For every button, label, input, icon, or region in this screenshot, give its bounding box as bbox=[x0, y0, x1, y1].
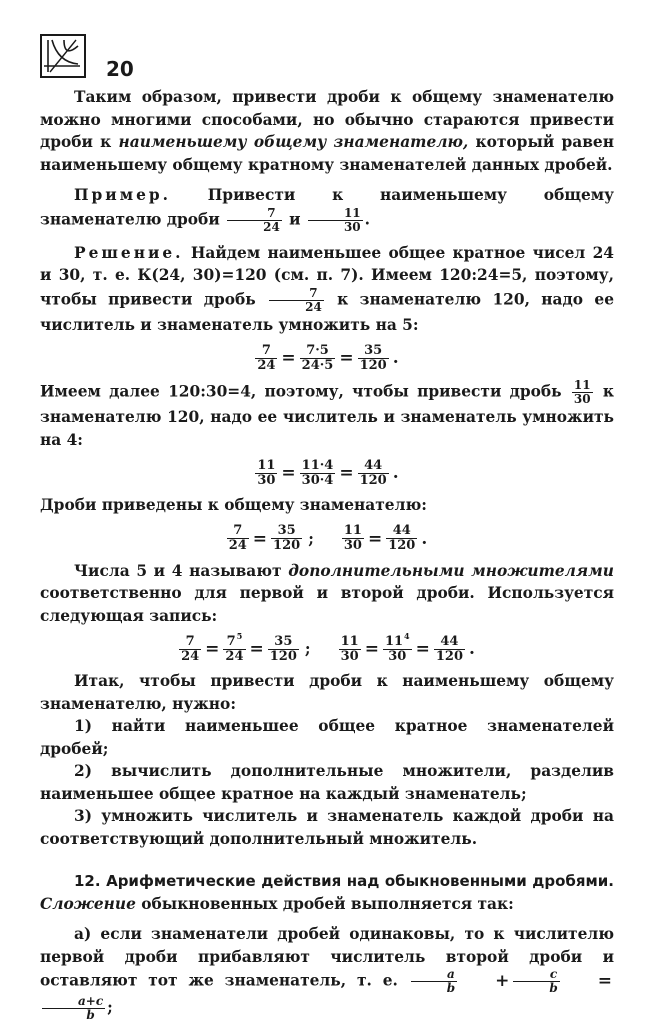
equals-sign: = bbox=[339, 348, 354, 368]
equals-sign: = bbox=[339, 463, 354, 483]
solution-text-1: Найдем наименьшее общее кратное чисел 24 и 30, т. е. К(24, 30)=120 (см. п. 7). Имеем 120:24=5, поэтому, чтобы привести дробь bbox=[40, 243, 614, 308]
semicolon: ; bbox=[308, 529, 314, 548]
example-label: Пример. bbox=[74, 186, 171, 204]
numerator: a bbox=[411, 968, 457, 982]
intro-text-b: который равен наименьшему общему кратному знаменателей данных дробей. bbox=[40, 133, 614, 174]
numerator: 11 bbox=[343, 523, 362, 538]
denominator: 30 bbox=[343, 538, 362, 553]
fraction bbox=[300, 459, 336, 488]
numerator: 35 bbox=[271, 524, 302, 539]
fraction bbox=[179, 635, 201, 664]
denominator: 30 bbox=[340, 648, 359, 664]
next-text-2: к знаменателю 120, надо ее числитель и знаменатель умножить на 4: bbox=[40, 382, 614, 449]
equals-sign: = bbox=[367, 528, 383, 549]
example-text: Привести к наименьшему общему знаменателю дроби bbox=[40, 186, 614, 228]
period: . bbox=[469, 639, 475, 659]
fraction bbox=[358, 459, 389, 488]
fraction bbox=[269, 287, 324, 314]
numerator: 11 bbox=[384, 633, 404, 649]
numerator: 7 bbox=[255, 344, 277, 359]
denominator: 24 bbox=[305, 299, 322, 314]
semicolon: ; bbox=[304, 640, 311, 658]
equation-2 bbox=[40, 457, 614, 488]
denominator: 30·4 bbox=[301, 472, 334, 488]
solution-paragraph bbox=[40, 242, 614, 337]
denominator: 24 bbox=[263, 219, 280, 234]
fraction bbox=[308, 207, 363, 234]
denominator: 120 bbox=[388, 538, 416, 553]
denominator: b bbox=[549, 981, 558, 995]
fraction bbox=[42, 995, 105, 1022]
equals-sign: = bbox=[249, 639, 264, 659]
section-heading bbox=[40, 870, 614, 915]
reduced-paragraph: Дроби приведены к общему знаменателю: bbox=[40, 496, 427, 514]
graph-axes-icon bbox=[40, 34, 86, 78]
solution-text-2: к знаменателю 120, надо ее числитель и знаменатель умножить на 5: bbox=[40, 290, 614, 334]
fraction bbox=[271, 524, 302, 553]
page-content bbox=[40, 86, 614, 1022]
example-end: . bbox=[364, 210, 371, 228]
intro-text-a: Таким образом, привести дроби к общему знаменателю можно многими способами, но обычно стараются привести дроби к bbox=[40, 88, 614, 151]
graph-axes-icon-drawing bbox=[42, 36, 84, 76]
numerator: 44 bbox=[434, 635, 465, 650]
fraction bbox=[339, 635, 361, 664]
example-and: и bbox=[283, 210, 306, 228]
denominator: b bbox=[446, 981, 456, 995]
fraction bbox=[227, 207, 282, 234]
numerator: 7 bbox=[227, 524, 249, 539]
rule-a-text: а) если знаменатели дробей одинаковы, то к числителю первой дроби прибавляют числитель второй дроби и оставляют тот же знаменатель, т. е. bbox=[40, 925, 614, 990]
fraction bbox=[358, 344, 389, 373]
denominator: 30 bbox=[573, 392, 591, 406]
numerator: 11·4 bbox=[301, 457, 334, 473]
fraction bbox=[386, 524, 417, 553]
denominator: 24 bbox=[225, 648, 244, 664]
fraction bbox=[268, 635, 299, 664]
numerator: a+c bbox=[42, 995, 105, 1009]
numerator: 35 bbox=[268, 635, 299, 650]
denominator: 30 bbox=[388, 648, 407, 664]
solution-label: Решение. bbox=[74, 243, 184, 262]
additional-multiplier: 4 bbox=[404, 630, 410, 641]
intro-term: наименьшему общему знаменателю, bbox=[118, 133, 469, 151]
steps-list bbox=[40, 715, 614, 850]
period: . bbox=[392, 463, 399, 483]
summary-paragraph: Итак, чтобы привести дроби к наименьшему общему знаменателю, нужно: bbox=[40, 672, 614, 713]
fraction bbox=[411, 968, 457, 995]
intro-paragraph bbox=[40, 86, 614, 176]
denominator: 120 bbox=[359, 357, 387, 373]
additional-multiplier: 5 bbox=[236, 630, 243, 641]
denominator: 24 bbox=[257, 357, 276, 373]
fraction bbox=[300, 344, 336, 373]
equals-sign: = bbox=[205, 639, 220, 659]
denominator: 120 bbox=[269, 648, 297, 664]
fraction bbox=[572, 379, 593, 406]
equals-sign: = bbox=[281, 348, 296, 368]
numerator: 7 bbox=[227, 207, 282, 221]
rule-a-paragraph bbox=[40, 923, 614, 1022]
numerator: 35 bbox=[358, 344, 389, 359]
numerator: 11 bbox=[308, 207, 363, 221]
section-lead-text: обыкновенных дробей выполняется так: bbox=[135, 894, 514, 913]
numerator: 7·5 bbox=[300, 344, 336, 359]
denominator: 120 bbox=[273, 538, 301, 553]
list-item: 2) вычислить дополнительные множители, разделив наименьшее общее кратное на каждый знаменатель; bbox=[40, 762, 614, 803]
numerator: 44 bbox=[358, 459, 389, 474]
period: . bbox=[421, 528, 428, 549]
numerator: 11 bbox=[573, 378, 591, 392]
numerator: 7 bbox=[226, 633, 236, 649]
list-item: 3) умножить числитель и знаменатель каждой дроби на соответствующий дополнительный множитель. bbox=[40, 807, 614, 848]
multipliers-text-a: Числа 5 и 4 называют bbox=[74, 561, 289, 580]
denominator: 120 bbox=[359, 472, 387, 488]
multipliers-paragraph bbox=[40, 560, 614, 628]
numerator: 7 bbox=[179, 635, 201, 650]
denominator: 120 bbox=[435, 648, 463, 664]
numerator: 44 bbox=[386, 524, 417, 539]
fraction bbox=[223, 630, 245, 664]
fraction bbox=[434, 635, 465, 664]
section-lead-term: Сложение bbox=[40, 894, 136, 913]
numerator: 11 bbox=[257, 457, 276, 473]
denominator: b bbox=[86, 1008, 95, 1022]
numerator: 11 bbox=[340, 633, 359, 649]
equals-sign: = bbox=[252, 528, 268, 549]
next-text-1: Имеем далее 120:30=4, поэтому, чтобы привести дробь bbox=[40, 382, 570, 401]
fraction bbox=[255, 459, 277, 488]
fraction bbox=[513, 968, 559, 995]
fraction bbox=[255, 344, 277, 373]
equals-sign: = bbox=[415, 639, 430, 659]
denominator: 30 bbox=[343, 219, 361, 234]
page-number: 20 bbox=[106, 57, 134, 81]
plus-sign: + bbox=[495, 971, 510, 992]
multipliers-term: дополнительными множителями bbox=[288, 561, 614, 580]
next-paragraph bbox=[40, 379, 614, 451]
equals-sign: = bbox=[364, 639, 379, 659]
denominator: 24 bbox=[181, 648, 200, 664]
equation-4 bbox=[40, 630, 614, 664]
numerator-with-multiplier bbox=[223, 630, 245, 650]
numerator: 7 bbox=[269, 287, 324, 301]
fraction bbox=[227, 524, 249, 553]
denominator: 30 bbox=[257, 472, 276, 488]
numerator-with-multiplier bbox=[383, 630, 412, 650]
list-item: 1) найти наименьшее общее кратное знаменателей дробей; bbox=[40, 717, 614, 758]
equation-1 bbox=[40, 342, 614, 373]
period: . bbox=[392, 348, 399, 368]
equals-sign: = bbox=[597, 971, 612, 992]
rule-a-end: ; bbox=[107, 998, 113, 1017]
example-paragraph bbox=[40, 184, 614, 234]
section-title: 12. Арифметические действия над обыкновенными дробями. bbox=[74, 872, 614, 890]
fraction bbox=[342, 524, 364, 553]
equals-sign: = bbox=[281, 463, 296, 483]
numerator: c bbox=[513, 968, 559, 982]
equation-3 bbox=[40, 523, 614, 554]
denominator: 24·5 bbox=[301, 357, 334, 373]
denominator: 24 bbox=[228, 538, 247, 553]
fraction bbox=[383, 630, 412, 664]
multipliers-text-b: соответственно для первой и второй дроби. Используется следующая запись: bbox=[40, 584, 614, 625]
